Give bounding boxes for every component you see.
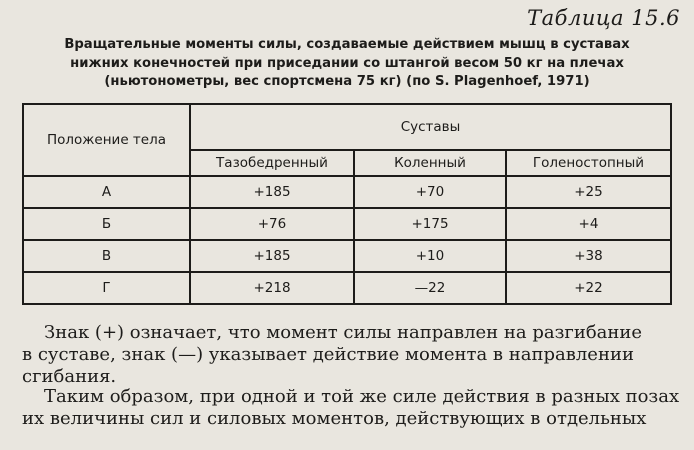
knee-value-cell: +175 — [354, 208, 506, 240]
ankle-value-cell: +4 — [506, 208, 671, 240]
knee-value-cell: +10 — [354, 240, 506, 272]
body-position-header: Положение тела — [23, 104, 190, 176]
paragraph-line: в суставе, знак (—) указывает действие момента в направлении — [22, 344, 634, 365]
hip-value-cell: +185 — [190, 240, 354, 272]
table-row — [23, 176, 671, 208]
ankle-column-header: Голеностопный — [506, 150, 671, 176]
table-number: Таблица 15.6 — [527, 6, 680, 30]
paragraph-line: их величины сил и силовых моментов, действующих в отдельных — [22, 408, 647, 429]
table-row — [23, 272, 671, 304]
joint-moments-table — [22, 103, 672, 305]
position-cell: Б — [23, 208, 190, 240]
paragraph-line: сгибания. — [22, 366, 117, 387]
hip-column-header: Тазобедренный — [190, 150, 354, 176]
caption-line: Вращательные моменты силы, создаваемые действием мышц в суставах — [64, 37, 630, 52]
caption-line: нижних конечностей при приседании со штангой весом 50 кг на плечах — [70, 55, 624, 71]
table-row — [23, 240, 671, 272]
knee-value-cell: —22 — [354, 272, 506, 304]
position-cell: А — [23, 176, 190, 208]
ankle-value-cell: +22 — [506, 272, 671, 304]
hip-value-cell: +185 — [190, 176, 354, 208]
position-cell: Г — [23, 272, 190, 304]
knee-column-header: Коленный — [354, 150, 506, 176]
caption-line: (ньютонометры, вес спортсмена 75 кг) (по S. Plagenhoef, 1971) — [104, 74, 590, 89]
hip-value-cell: +218 — [190, 272, 354, 304]
position-cell: В — [23, 240, 190, 272]
hip-value-cell: +76 — [190, 208, 354, 240]
ankle-value-cell: +25 — [506, 176, 671, 208]
sign-explanation-paragraph — [22, 322, 674, 388]
ankle-value-cell: +38 — [506, 240, 671, 272]
knee-value-cell: +70 — [354, 176, 506, 208]
joints-group-header: Суставы — [190, 104, 671, 150]
table-caption — [20, 36, 674, 92]
paragraph-line: Знак (+) означает, что момент силы направлен на разгибание — [44, 322, 643, 343]
paragraph-line: Таким образом, при одной и той же силе действия в разных позах — [44, 386, 680, 407]
table-row — [23, 208, 671, 240]
conclusion-paragraph — [22, 386, 680, 430]
